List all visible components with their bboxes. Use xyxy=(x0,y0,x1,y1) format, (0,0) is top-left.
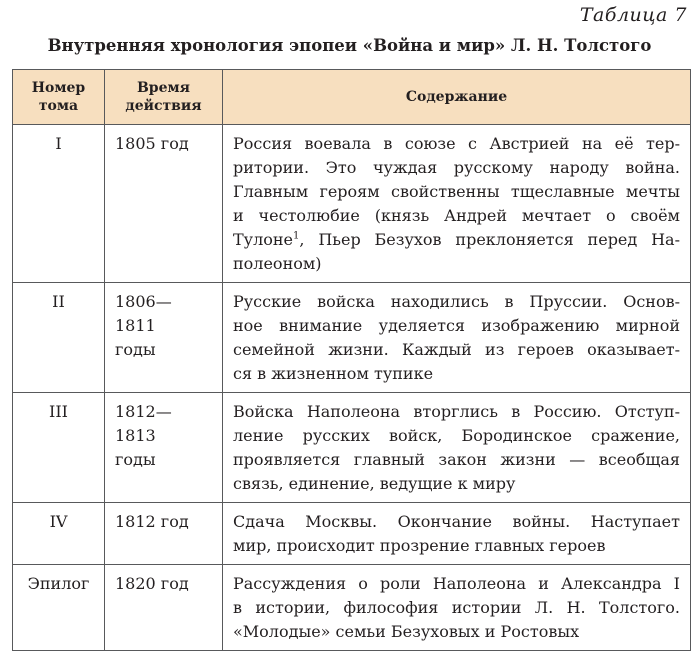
time-line: 1811 xyxy=(115,316,156,335)
time-cell xyxy=(105,393,223,503)
content-line: семейной жизни. Каждый из героев оказывает- xyxy=(233,340,680,359)
table-row xyxy=(13,125,691,283)
content-line: Рассуждения о роли Наполеона и Александра I xyxy=(233,574,680,593)
volume-cell: I xyxy=(13,125,105,283)
footnote-rest: , Пьер Безухов преклоняется перед На- xyxy=(299,230,680,249)
time-cell xyxy=(105,283,223,393)
time-line: 1820 год xyxy=(115,574,189,593)
time-line: 1812 год xyxy=(115,512,189,531)
time-line: 1806— xyxy=(115,292,172,311)
content-cell xyxy=(223,503,691,565)
table-header-row xyxy=(13,70,691,125)
header-volume xyxy=(13,70,105,125)
header-time-line: Время xyxy=(136,80,191,96)
volume-cell: Эпилог xyxy=(13,565,105,651)
content-line: ное внимание уделяется изображению мирной xyxy=(233,316,680,335)
header-time xyxy=(105,70,223,125)
content-line: связь, единение, ведущие к миру xyxy=(233,474,516,493)
time-cell xyxy=(105,503,223,565)
content-line: Войска Наполеона вторглись в Россию. Отступ- xyxy=(233,402,680,421)
content-line: ритории. Это чуждая русскому народу война. xyxy=(233,158,680,177)
time-line: 1805 год xyxy=(115,134,189,153)
volume-cell: III xyxy=(13,393,105,503)
content-line: «Молодые» семьи Безуховых и Ростовых xyxy=(233,622,580,641)
content-cell xyxy=(223,393,691,503)
content-line: Россия воевала в союзе с Австрией на её тер- xyxy=(233,134,680,153)
header-volume-line: тома xyxy=(38,98,79,114)
content-line: ся в жизненном тупике xyxy=(233,364,434,383)
time-line: 1813 xyxy=(115,426,156,445)
header-time-line: действия xyxy=(125,98,202,114)
table-row xyxy=(13,393,691,503)
volume-cell: II xyxy=(13,283,105,393)
table-number-label: Таблица 7 xyxy=(579,4,687,26)
header-volume-line: Номер xyxy=(31,80,86,96)
volume-cell: IV xyxy=(13,503,105,565)
time-line: 1812— xyxy=(115,402,172,421)
time-cell xyxy=(105,565,223,651)
table-row xyxy=(13,565,691,651)
footnote-mark: 1 xyxy=(293,230,300,242)
content-line: и честолюбие (князь Андрей мечтает о своём xyxy=(233,206,680,225)
time-line: годы xyxy=(115,450,156,469)
content-line: проявляется главный закон жизни — всеобщая xyxy=(233,450,680,469)
time-line: годы xyxy=(115,340,156,359)
table-caption: Внутренняя хронология эпопеи «Война и мир» Л. Н. Толстого xyxy=(47,36,652,55)
header-content: Содержание xyxy=(223,70,691,125)
footnote-word: Тулоне xyxy=(233,230,294,249)
content-line: Русские войска находились в Пруссии. Основ- xyxy=(233,292,680,311)
content-line: полеоном) xyxy=(233,254,322,273)
time-cell xyxy=(105,125,223,283)
content-line-with-footnote xyxy=(233,228,680,252)
content-cell xyxy=(223,125,691,283)
content-line: мир, происходит прозрение главных героев xyxy=(233,536,606,555)
content-line: Сдача Москвы. Окончание войны. Наступает xyxy=(233,512,680,531)
chronology-table xyxy=(12,69,691,651)
content-cell xyxy=(223,283,691,393)
content-cell xyxy=(223,565,691,651)
table-row xyxy=(13,283,691,393)
content-line: ление русских войск, Бородинское сражение, xyxy=(233,426,680,445)
content-line: Главным героям свойственны тщеславные мечты xyxy=(233,182,680,201)
content-line: в истории, философия истории Л. Н. Толстого. xyxy=(233,598,680,617)
table-row xyxy=(13,503,691,565)
